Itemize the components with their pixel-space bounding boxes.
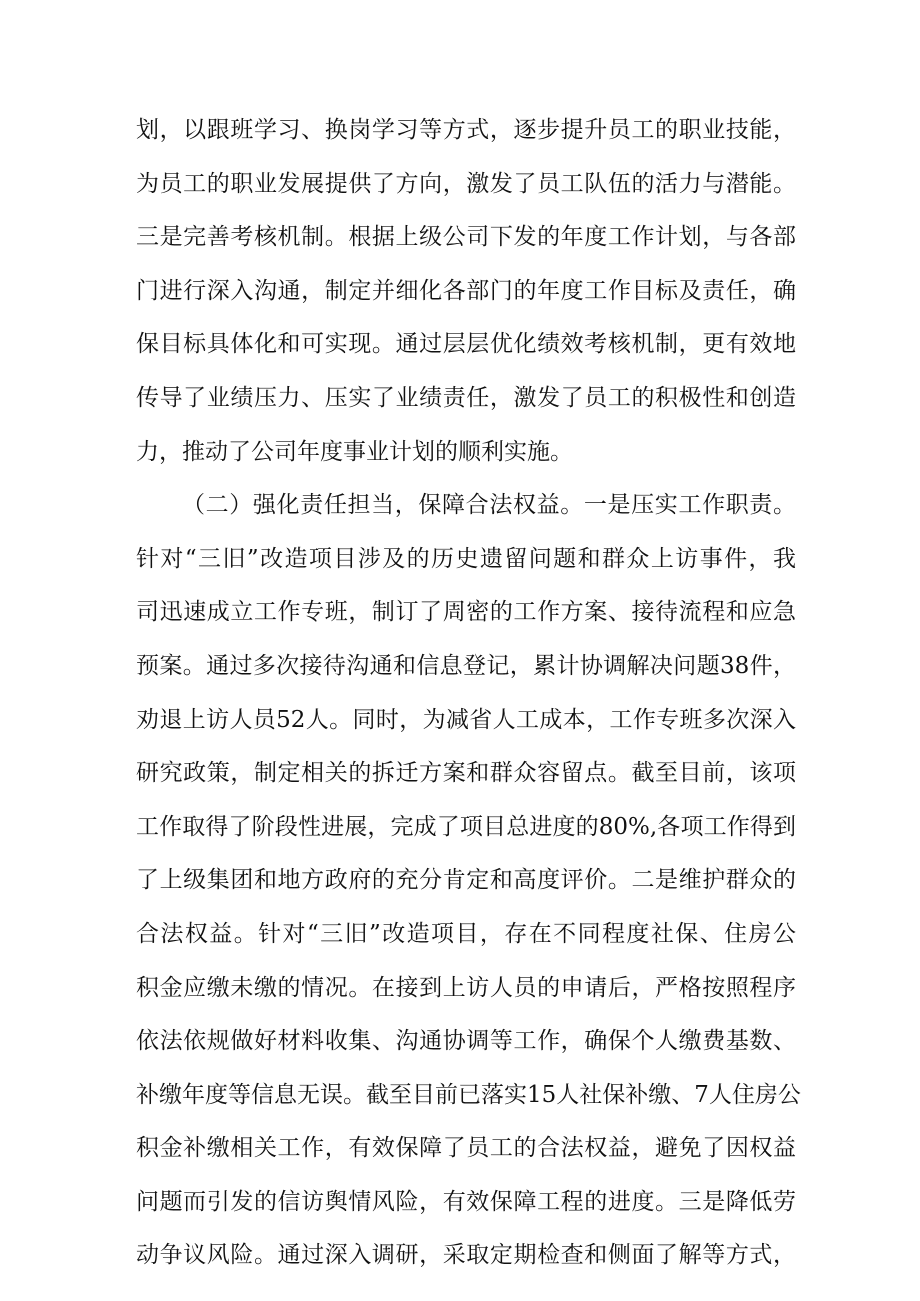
text-line: 了上级集团和地方政府的充分肯定和高度评价。二是维护群众的 <box>136 867 796 894</box>
text-line: 工作取得了阶段性进展，完成了项目总进度的80%,各项工作得到 <box>136 813 796 840</box>
text-line: 动争议风险。通过深入调研，采取定期检查和侧面了解等方式， <box>136 1242 796 1269</box>
text-line: 为员工的职业发展提供了方向，激发了员工队伍的活力与潜能。 <box>136 170 796 197</box>
text-line: 针对“三旧”改造项目涉及的历史遗留问题和群众上访事件，我 <box>136 545 796 572</box>
text-line: 劝退上访人员52人。同时，为减省人工成本，工作专班多次深入 <box>136 706 796 733</box>
body-text <box>136 104 801 1283</box>
text-line: 积金应缴未缴的情况。在接到上访人员的申请后，严格按照程序 <box>136 974 796 1001</box>
text-line: 司迅速成立工作专班，制订了周密的工作方案、接待流程和应急 <box>136 599 796 626</box>
text-line: 预案。通过多次接待沟通和信息登记，累计协调解决问题38件， <box>136 652 796 679</box>
text-line: 依法依规做好材料收集、沟通协调等工作，确保个人缴费基数、 <box>136 1028 796 1055</box>
text-line: 传导了业绩压力、压实了业绩责任，激发了员工的积极性和创造 <box>136 384 796 411</box>
text-line: 补缴年度等信息无误。截至目前已落实15人社保补缴、7人住房公 <box>136 1081 801 1108</box>
text-line: 保目标具体化和可实现。通过层层优化绩效考核机制，更有效地 <box>136 331 796 358</box>
text-line: 三是完善考核机制。根据上级公司下发的年度工作计划，与各部 <box>136 224 796 251</box>
text-line: 合法权益。针对“三旧”改造项目，存在不同程度社保、住房公 <box>136 920 796 947</box>
text-line: 划，以跟班学习、换岗学习等方式，逐步提升员工的职业技能， <box>136 117 796 143</box>
text-line: 积金补缴相关工作，有效保障了员工的合法权益，避免了因权益 <box>136 1135 796 1162</box>
text-line: 研究政策，制定相关的拆迁方案和群众容留点。截至目前，该项 <box>136 760 796 787</box>
text-line: 问题而引发的信访舆情风险，有效保障工程的进度。三是降低劳 <box>136 1188 796 1215</box>
section-heading-line: （二）强化责任担当，保障合法权益。一是压实工作职责。 <box>182 492 796 519</box>
text-line: 门进行深入沟通，制定并细化各部门的年度工作目标及责任，确 <box>136 277 796 304</box>
text-line: 力，推动了公司年度事业计划的顺利实施。 <box>136 438 573 465</box>
